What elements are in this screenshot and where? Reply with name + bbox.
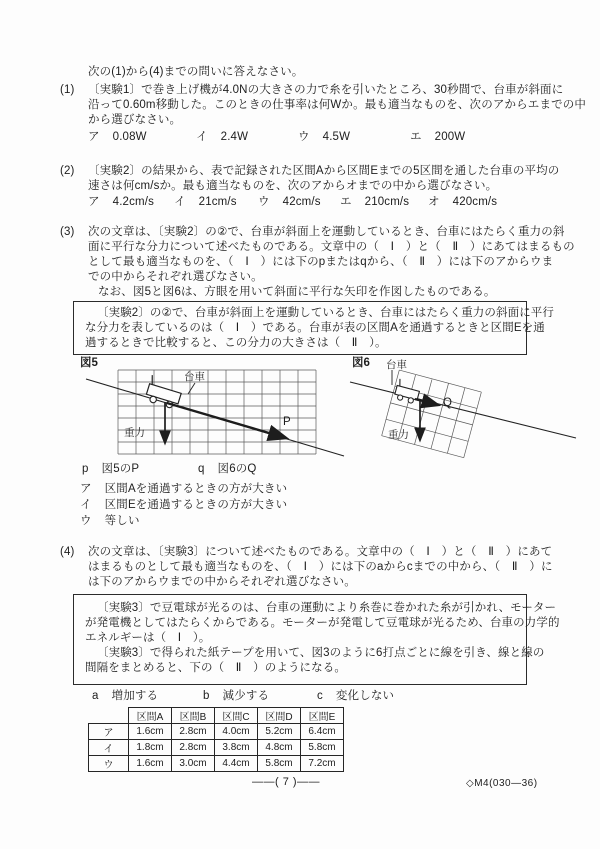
q3-line-4: での中からそれぞれ選びなさい。	[88, 271, 263, 283]
q1-choice-e: エ 200W	[410, 131, 466, 143]
fig6-q-label: Q	[443, 397, 452, 409]
q2-text-1: 〔実験2〕の結果から、表で記録された区間Aから区間Eまでの5区間を通した台車の平均の	[88, 165, 560, 177]
q3-option-q: q 図6のQ	[198, 463, 257, 475]
q3-note: なお、図5と図6は、方眼を用いて斜面に平行な矢印を作図したものである。	[98, 286, 496, 298]
fig6-title: 図6	[352, 357, 370, 369]
q1-choice-u: ウ 4.5W	[298, 131, 351, 143]
q4-line-3: は下のアからウまでの中からそれぞれ選びなさい。	[88, 576, 356, 588]
q4-box-line-5: 間隔をまとめると、下の（ Ⅱ ）のようになる。	[85, 662, 346, 674]
q1-number: (1)	[60, 84, 75, 96]
q3-line-1	[60, 226, 565, 239]
table-header-row	[89, 708, 344, 724]
q3-box-line-1: 〔実験2〕の②で、台車が斜面上を運動しているとき、台車にはたらく重力の斜面に平行	[97, 307, 555, 319]
q1-choice-i: イ 2.4W	[196, 131, 249, 143]
q4-line-2: はまるものとして最も適当なものを、（ Ⅰ ）には下のaからcまでの中から、（ Ⅱ ）に	[88, 561, 553, 573]
fig6-slope-line	[350, 382, 576, 438]
q2-choice-e: エ 210cm/s	[340, 196, 410, 208]
q2-line-2: 速さは何cm/sか。最も適当なものを、次のアからオまでの中から選びなさい。	[88, 180, 498, 192]
q1-line-3: から選びなさい。	[88, 114, 182, 126]
table-header-kukan-a: 区間A	[129, 708, 172, 724]
q2-choice-a: ア 4.2cm/s	[88, 196, 154, 208]
fig5-p-label: P	[283, 416, 291, 428]
q2-line-1	[60, 165, 559, 178]
q3-line-3: として最も適当なものを、（ Ⅰ ）には下のpまたはqから、（ Ⅱ ）には下のアからウま	[88, 256, 554, 268]
q4-option-b: b 減少する	[203, 690, 270, 702]
q4-option-a: a 増加する	[92, 690, 159, 702]
q3-line-2: 面に平行な分力について述べたものである。文章中の（ Ⅰ ）と（ Ⅱ ）にあてはまるもの	[88, 241, 575, 253]
q1-line-1	[60, 84, 563, 97]
q3-choice-i: イ 区間Eを通過するときの方が大きい	[80, 499, 288, 511]
q1-line-2: 沿って0.60m移動した。このときの仕事率は何Wか。最も適当なものを、次のアからエまでの中	[88, 99, 587, 111]
fig5-cart-leader	[188, 383, 195, 394]
q3-option-p: p 図5のP	[82, 463, 140, 475]
fig6-grid	[382, 370, 482, 458]
q4-box-line-1: 〔実験3〕で豆電球が光るのは、台車の運動により糸巻に巻かれた糸が引かれ、モーター	[97, 602, 557, 614]
q3-choice-a: ア 区間Aを通過するときの方が大きい	[80, 483, 288, 495]
table-header-kukan-e: 区間E	[301, 708, 344, 724]
q2-choice-i: イ 21cm/s	[174, 196, 237, 208]
fig5-p-arrow	[167, 403, 286, 438]
q4-number: (4)	[60, 546, 75, 558]
q4-text-1: 次の文章は、〔実験3〕について述べたものである。文章中の（ Ⅰ ）と（ Ⅱ ）にあて	[88, 546, 553, 558]
q1-text-1: 〔実験1〕で巻き上げ機が4.0Nの大きさの力で糸を引いたところ、30秒間で、台車が斜面に	[88, 84, 564, 96]
q3-number: (3)	[60, 226, 75, 238]
table-header-kukan-c: 区間C	[215, 708, 258, 724]
fig5-title: 図5	[80, 357, 98, 369]
table-blank-cell	[89, 708, 129, 724]
table-row: ア 1.6cm 2.8cm 4.0cm 5.2cm 6.4cm	[89, 724, 344, 740]
q4-box-line-3: エネルギーは（ Ⅰ ）。	[85, 632, 211, 644]
fig5-cart-label: 台車	[184, 371, 205, 383]
figure-5	[76, 354, 358, 466]
table-row: イ 1.8cm 2.8cm 3.8cm 4.8cm 5.8cm	[89, 740, 344, 756]
intro-line: 次の(1)から(4)までの問いに答えなさい。	[88, 66, 304, 78]
fig6-cart-label: 台車	[386, 359, 407, 371]
fig5-grid	[118, 370, 316, 454]
q2-choice-u: ウ 42cm/s	[258, 196, 321, 208]
q3-box-line-3: 過するときで比較すると、この分力の大きさは（ Ⅱ ）。	[85, 337, 387, 349]
document-code: ◇M4(030—36)	[466, 778, 538, 789]
page-number: ——( 7 )——	[252, 776, 321, 788]
fig5-gravity-label: 重力	[124, 427, 145, 439]
q3-choice-u: ウ 等しい	[80, 515, 140, 527]
q4-line-1	[60, 546, 552, 559]
q4-box-line-4: 〔実験3〕で得られた紙テープを用いて、図3のように6打点ごとに線を引き、線と線の	[97, 647, 545, 659]
table-row: ウ 1.6cm 3.0cm 4.4cm 5.8cm 7.2cm	[89, 756, 344, 772]
q4-box-line-2: が発電機としてはたらくからである。モーターが発電して豆電球が光るため、台車の力学的	[85, 617, 560, 629]
table-header-kukan-b: 区間B	[172, 708, 215, 724]
q2-number: (2)	[60, 165, 75, 177]
q1-choice-a: ア 0.08W	[88, 131, 147, 143]
q2-choice-o: オ 420cm/s	[428, 196, 498, 208]
table-header-kukan-d: 区間D	[258, 708, 301, 724]
fig6-gravity-label: 重力	[388, 429, 409, 441]
figure-6	[346, 354, 580, 468]
q4-option-c: c 変化しない	[317, 690, 395, 702]
q3-box-line-2: な分力を表しているのは（ Ⅰ ）である。台車が表の区間Aを通過するときと区間Eを通	[85, 322, 545, 334]
answer-table	[88, 707, 344, 772]
q3-text-1: 次の文章は、〔実験2〕の②で、台車が斜面上を運動しているとき、台車にはたらく重力の斜	[88, 226, 565, 238]
